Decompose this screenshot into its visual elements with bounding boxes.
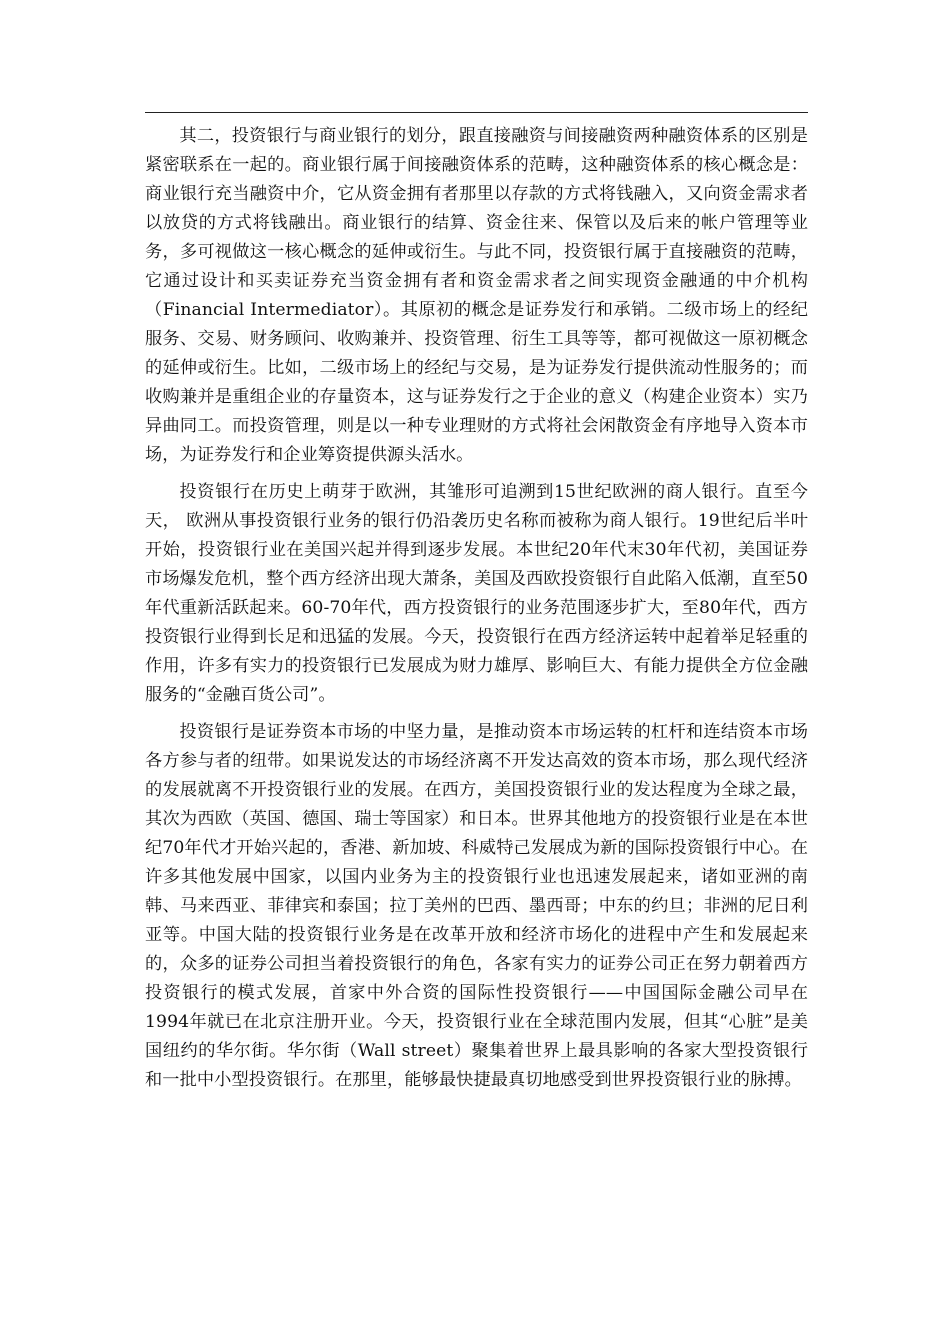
header-rule: [145, 112, 808, 113]
paragraph-1: 其二，投资银行与商业银行的划分，跟直接融资与间接融资两种融资体系的区别是紧密联系在一起的。商业银行属于间接融资体系的范畴，这种融资体系的核心概念是：商业银行充当融资中介，它从资金拥有者那里以存款的方式将钱融入，又向资金需求者以放贷的方式将钱融出。商业银行的结算、资金往来、保管以及后来的帐户管理等业务，多可视做这一核心概念的延伸或衍生。与此不同，投资银行属于直接融资的范畴，它通过设计和买卖证券充当资金拥有者和资金需求者之间实现资金融通的中介机构（Financial Intermediator）。其原初的概念是证券发行和承销。二级市场上的经纪服务、交易、财务顾问、收购兼并、投资管理、衍生工具等等，都可视做这一原初概念的延伸或衍生。比如，二级市场上的经纪与交易，是为证券发行提供流动性服务的；而收购兼并是重组企业的存量资本，这与证券发行之于企业的意义（构建企业资本）实乃异曲同工。而投资管理，则是以一种专业理财的方式将社会闲散资金有序地导入资本市场，为证券发行和企业筹资提供源头活水。: [145, 126, 808, 465]
text-content: [145, 122, 808, 1095]
paragraph-2: 投资银行在历史上萌芽于欧洲，其雏形可追溯到15世纪欧洲的商人银行。直至今天， 欧洲从事投资银行业务的银行仍沿袭历史名称而被称为商人银行。19世纪后半叶开始，投资银行业在美国兴起并得到逐步发展。本世纪20年代末30年代初，美国证券市场爆发危机，整个西方经济出现大萧条，美国及西欧投资银行自此陷入低潮，直至50年代重新活跃起来。60-70年代，西方投资银行的业务范围逐步扩大，至80年代，西方投资银行业得到长足和迅猛的发展。今天，投资银行在西方经济运转中起着举足轻重的作用，许多有实力的投资银行已发展成为财力雄厚、影响巨大、有能力提供全方位金融服务的“金融百货公司”。: [145, 482, 808, 705]
paragraph-3: 投资银行是证券资本市场的中坚力量，是推动资本市场运转的杠杆和连结资本市场各方参与者的纽带。如果说发达的市场经济离不开发达高效的资本市场，那么现代经济的发展就离不开投资银行业的发展。在西方，美国投资银行业的发达程度为全球之最，其次为西欧（英国、德国、瑞士等国家）和日本。世界其他地方的投资银行业是在本世纪70年代才开始兴起的，香港、新加坡、科威特己发展成为新的国际投资银行中心。在许多其他发展中国家，以国内业务为主的投资银行业也迅速发展起来，诸如亚洲的南韩、马来西亚、菲律宾和泰国；拉丁美州的巴西、墨西哥；中东的约旦；非洲的尼日利亚等。中国大陆的投资银行业务是在改革开放和经济市场化的进程中产生和发展起来的，众多的证券公司担当着投资银行的角色，各家有实力的证券公司正在努力朝着西方投资银行的模式发展，首家中外合资的国际性投资银行——中国国际金融公司早在1994年就已在北京注册开业。今天，投资银行业在全球范围内发展，但其“心脏”是美国纽约的华尔街。华尔街（Wall street）聚集着世界上最具影响的各家大型投资银行和一批中小型投资银行。在那里，能够最快捷最真切地感受到世界投资银行业的脉搏。: [145, 722, 808, 1090]
